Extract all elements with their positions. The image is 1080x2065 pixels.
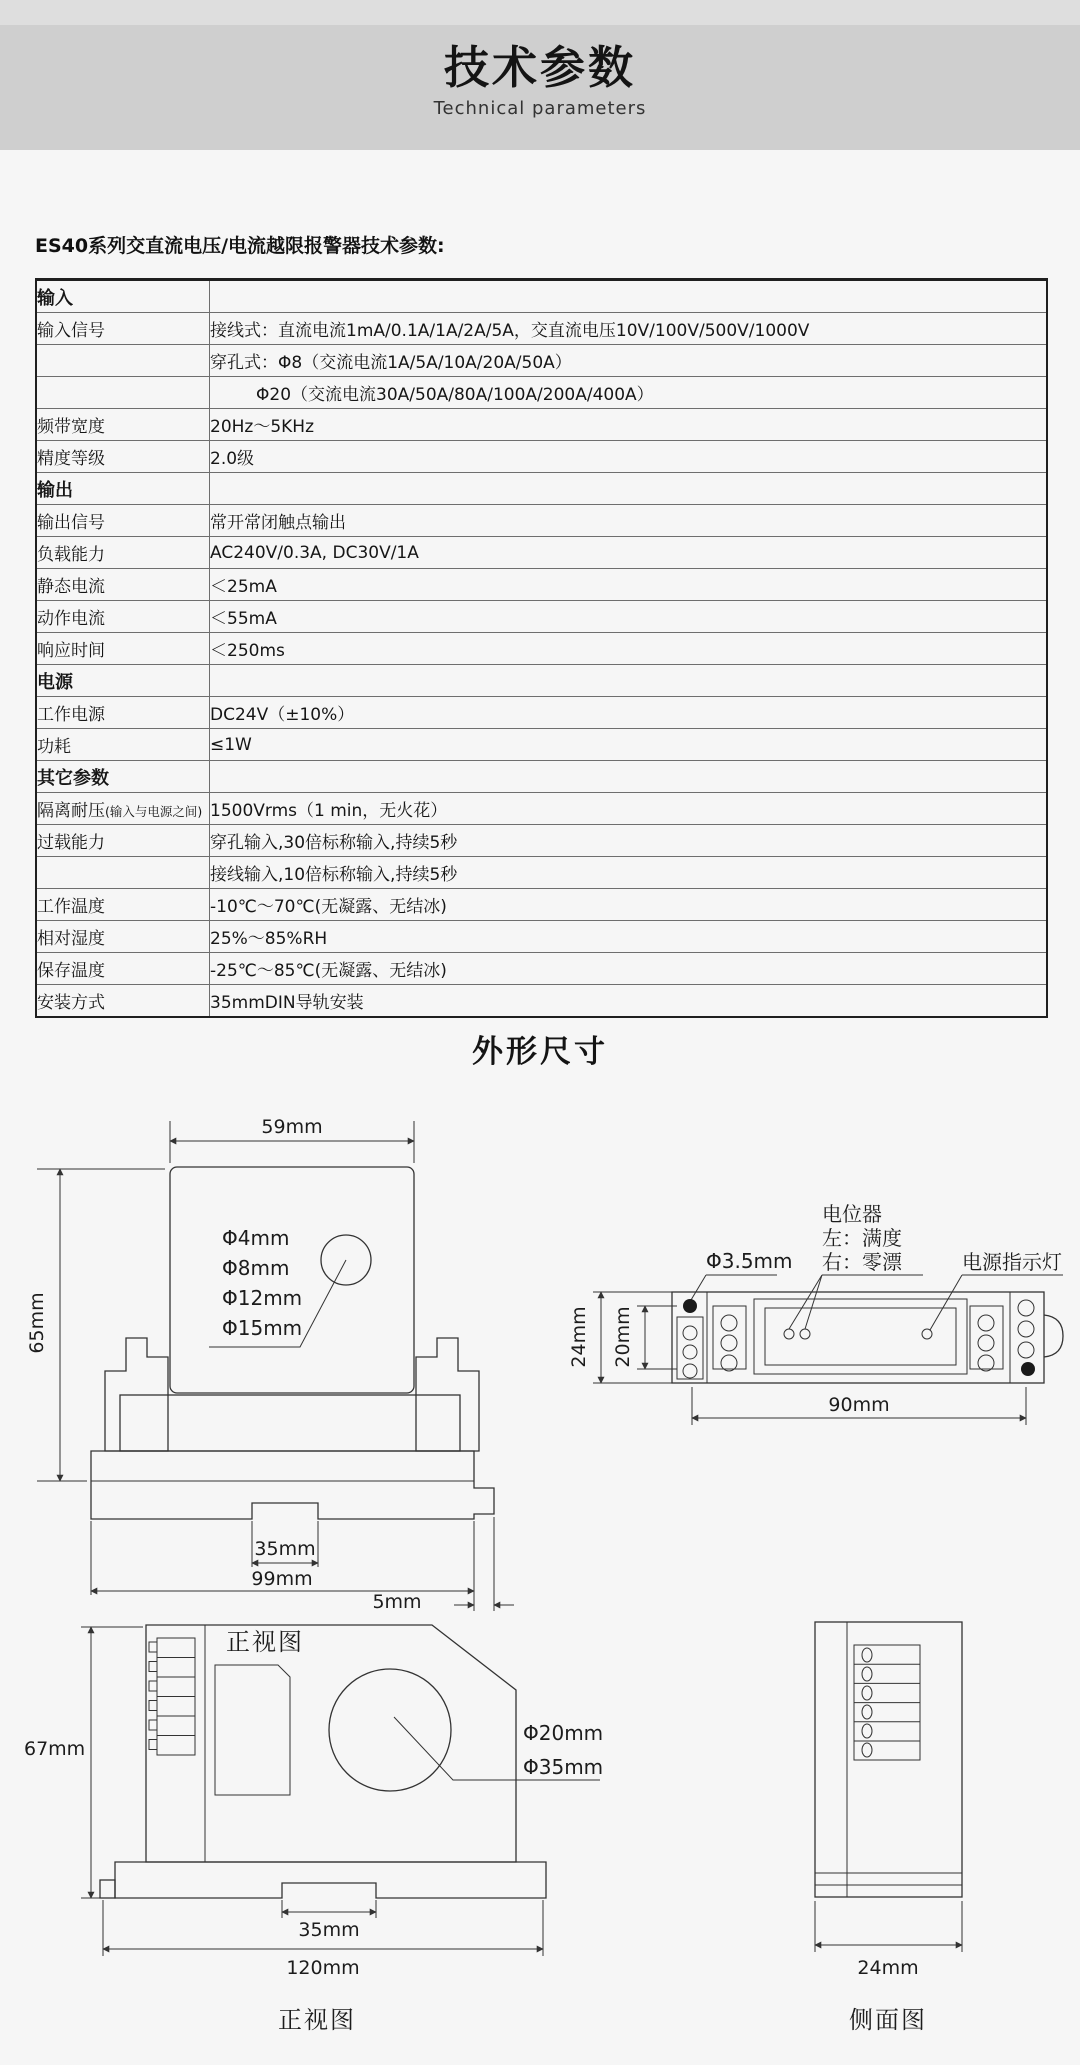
spec-label: 精度等级	[36, 441, 210, 473]
spec-value: 穿孔式：Φ8（交流电流1A/5A/10A/20A/50A）	[210, 345, 1048, 377]
spec-row	[36, 505, 1047, 537]
dim-35mm: 35mm	[254, 1538, 316, 1560]
spec-label: 电源	[36, 665, 210, 697]
dim-67mm: 67mm	[24, 1738, 86, 1760]
dim-5mm: 5mm	[372, 1591, 422, 1613]
spec-value: -25℃～85℃(无凝露、无结冰)	[210, 953, 1048, 985]
spec-value	[210, 665, 1048, 697]
spec-section-row	[36, 473, 1047, 505]
dim-24mm-top: 24mm	[568, 1306, 590, 1368]
hole-label-35mm: Φ35mm	[523, 1755, 604, 1779]
spec-row	[36, 441, 1047, 473]
dim-24mm-side: 24mm	[857, 1957, 919, 1979]
spec-row	[36, 345, 1047, 377]
side-view-drawing	[770, 1600, 1020, 2050]
spec-row	[36, 409, 1047, 441]
spec-row	[36, 889, 1047, 921]
spec-value: -10℃～70℃(无凝露、无结冰)	[210, 889, 1048, 921]
big-hole-circle	[329, 1669, 451, 1791]
spec-row	[36, 825, 1047, 857]
dim-99mm: 99mm	[251, 1568, 313, 1590]
led-label: 电源指示灯	[962, 1250, 1062, 1274]
page-subtitle: Technical parameters	[433, 98, 647, 119]
dim-59mm: 59mm	[261, 1116, 323, 1138]
pot-right-label: 右：零漂	[822, 1250, 902, 1274]
dim-90mm: 90mm	[828, 1394, 890, 1416]
spec-label: 相对湿度	[36, 921, 210, 953]
spec-label: 功耗	[36, 729, 210, 761]
front-view-top-drawing	[25, 1105, 455, 1665]
pot-title-label: 电位器	[822, 1202, 882, 1226]
header-band	[0, 25, 1080, 150]
side-view-caption: 侧面图	[849, 2006, 927, 2034]
spec-label: 工作温度	[36, 889, 210, 921]
spec-label: 响应时间	[36, 633, 210, 665]
spec-value: AC240V/0.3A, DC30V/1A	[210, 537, 1048, 569]
spec-value: 接线式：直流电流1mA/0.1A/1A/2A/5A，交直流电压10V/100V/500V/1000V	[210, 313, 1048, 345]
spec-value: 常开常闭触点输出	[210, 505, 1048, 537]
spec-section-row	[36, 280, 1047, 313]
spec-value: ＜25mA	[210, 569, 1048, 601]
spec-row	[36, 857, 1047, 889]
table-intro-text: ES40系列交直流电压/电流越限报警器技术参数:	[35, 235, 445, 257]
hole-label-20mm: Φ20mm	[523, 1721, 604, 1745]
spec-row	[36, 569, 1047, 601]
spec-label: 保存温度	[36, 953, 210, 985]
spec-label: 安装方式	[36, 985, 210, 1018]
spec-row	[36, 953, 1047, 985]
hole-label-15mm: Φ15mm	[222, 1316, 303, 1340]
spec-value: 穿孔输入,30倍标称输入,持续5秒	[210, 825, 1048, 857]
spec-label: 频带宽度	[36, 409, 210, 441]
spec-label: 负载能力	[36, 537, 210, 569]
spec-value: 25%～85%RH	[210, 921, 1048, 953]
spec-label	[36, 857, 210, 889]
spec-value: ≤1W	[210, 729, 1048, 761]
spec-row	[36, 697, 1047, 729]
spec-label: 工作电源	[36, 697, 210, 729]
spec-value	[210, 280, 1048, 313]
dim-65mm: 65mm	[26, 1292, 48, 1354]
pot-left-label: 左：满度	[822, 1226, 902, 1250]
spec-label	[36, 377, 210, 409]
spec-row	[36, 313, 1047, 345]
spec-label: 静态电流	[36, 569, 210, 601]
spec-label: 输入信号	[36, 313, 210, 345]
spec-label	[36, 345, 210, 377]
spec-value: Φ20（交流电流30A/50A/80A/100A/200A/400A）	[210, 377, 1048, 409]
spec-value: DC24V（±10%）	[210, 697, 1048, 729]
spec-label: 动作电流	[36, 601, 210, 633]
spec-row	[36, 377, 1047, 409]
spec-value: 2.0级	[210, 441, 1048, 473]
spec-value: 1500Vrms（1 min，无火花）	[210, 793, 1048, 825]
spec-value: ＜250ms	[210, 633, 1048, 665]
spec-section-row	[36, 761, 1047, 793]
spec-value: ＜55mA	[210, 601, 1048, 633]
dimensions-title: 外形尺寸	[472, 1034, 608, 1070]
top-view-drawing	[555, 1165, 1080, 1465]
spec-row	[36, 985, 1047, 1018]
front-view-top-caption: 正视图	[226, 1628, 304, 1656]
spec-table	[35, 278, 1048, 1018]
spec-label: 其它参数	[36, 761, 210, 793]
front-view-bottom-drawing	[15, 1600, 635, 2050]
mount-hole-dot-right	[1021, 1362, 1035, 1376]
hole-label-12mm: Φ12mm	[222, 1286, 303, 1310]
spec-table-body	[36, 280, 1047, 1018]
spec-row	[36, 793, 1047, 825]
front-view-bottom-caption: 正视图	[278, 2006, 356, 2034]
pot-zero-drift	[800, 1329, 810, 1339]
mount-hole-dot-left	[683, 1299, 697, 1313]
spec-row	[36, 633, 1047, 665]
page-title: 技术参数	[443, 41, 636, 94]
spec-label: 输出	[36, 473, 210, 505]
spec-value: 35mmDIN导轨安装	[210, 985, 1048, 1018]
spec-label: 过载能力	[36, 825, 210, 857]
spec-label: 输入	[36, 280, 210, 313]
spec-section-row	[36, 665, 1047, 697]
pot-full-scale	[784, 1329, 794, 1339]
dim-20mm: 20mm	[612, 1306, 634, 1368]
spec-label-note: (输入与电源之间)	[105, 804, 203, 819]
spec-row	[36, 601, 1047, 633]
spec-value: 接线输入,10倍标称输入,持续5秒	[210, 857, 1048, 889]
spec-label: 输出信号	[36, 505, 210, 537]
spec-label: 隔离耐压(输入与电源之间)	[36, 793, 210, 825]
power-led	[922, 1329, 932, 1339]
spec-row	[36, 537, 1047, 569]
spec-value	[210, 761, 1048, 793]
spec-row	[36, 921, 1047, 953]
hole-label-4mm: Φ4mm	[222, 1226, 290, 1250]
spec-row	[36, 729, 1047, 761]
dim-rail-35mm: 35mm	[298, 1919, 360, 1941]
hole-3p5-label: Φ3.5mm	[706, 1249, 793, 1273]
hole-label-8mm: Φ8mm	[222, 1256, 290, 1280]
spec-value: 20Hz～5KHz	[210, 409, 1048, 441]
dim-120mm: 120mm	[286, 1957, 360, 1979]
spec-value	[210, 473, 1048, 505]
header-top-strip	[0, 0, 1080, 25]
